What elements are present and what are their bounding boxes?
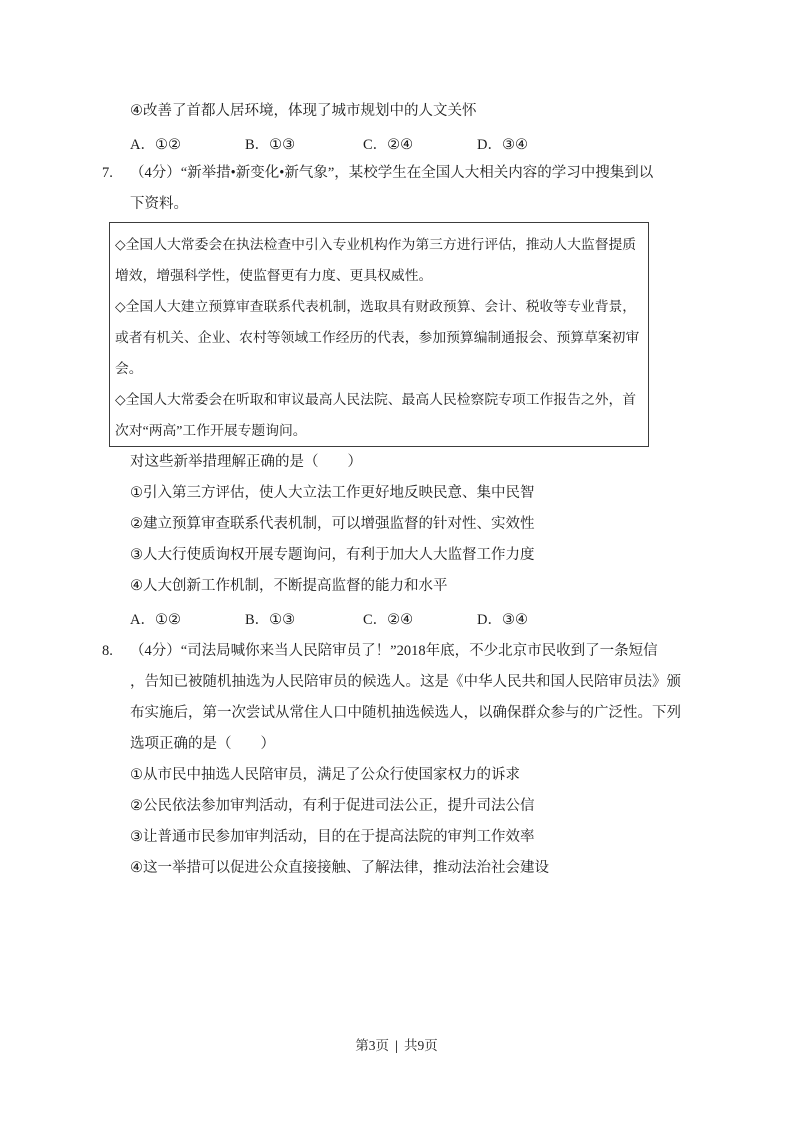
q7-choice-a: A．①② xyxy=(130,612,181,628)
q8-statement-2: ②公民依法参加审判活动，有利于促进司法公正，提升司法公信 xyxy=(130,798,535,814)
q7-statement-2: ②建立预算审查联系代表机制，可以增强监督的针对性、实效性 xyxy=(130,516,535,532)
q6-choice-a: A．①② xyxy=(130,137,181,153)
q8-statement-1: ①从市民中抽选人民陪审员，满足了公众行使国家权力的诉求 xyxy=(130,767,520,783)
q7-choice-b: B．①③ xyxy=(245,612,296,628)
q6-choice-b: B．①③ xyxy=(245,137,296,153)
footer-separator: | xyxy=(395,1038,398,1053)
q7-material-line-5: 会。 xyxy=(115,361,143,376)
q8-stem-line-4: 选项正确的是（ ） xyxy=(130,736,275,752)
q7-number: 7. xyxy=(102,165,113,181)
question-8 xyxy=(102,636,690,884)
q7-material-line-2: 增效，增强科学性，使监督更有力度、更具权威性。 xyxy=(115,268,433,283)
q7-material-line-7: 次对“两高”工作开展专题询问。 xyxy=(115,423,307,438)
footer-total-pages: 共9页 xyxy=(403,1038,438,1053)
q7-choices-row xyxy=(102,605,690,636)
q8-stem-line-1: （4分）“司法局喊你来当人民陪审员了！”2018年底，不少北京市民收到了一条短信 xyxy=(130,643,658,659)
q7-material-line-1: ◇全国人大常委会在执法检查中引入专业机构作为第三方进行评估，推动人大监督提质 xyxy=(115,237,637,252)
q8-stem-line-3: 布实施后，第一次尝试从常住人口中随机抽选候选人，以确保群众参与的广泛性。下列 xyxy=(130,705,681,721)
page-content xyxy=(102,96,690,884)
q7-stem xyxy=(102,158,690,220)
q7-material-line-4: 或者有机关、企业、农村等领域工作经历的代表，参加预算编制通报会、预算草案初审 xyxy=(115,330,640,345)
q7-statement-4: ④人大创新工作机制，不断提高监督的能力和水平 xyxy=(130,578,448,594)
q6-choice-c: C．②④ xyxy=(363,137,414,153)
q7-choice-d: D．③④ xyxy=(477,612,528,628)
q6-choices-row xyxy=(102,130,690,161)
q8-statement-4: ④这一举措可以促进公众直接接触、了解法律，推动法治社会建设 xyxy=(130,860,549,876)
q7-material-line-3: ◇全国人大建立预算审查联系代表机制，选取具有财政预算、会计、税收等专业背景， xyxy=(115,299,637,314)
q7-statement-3: ③人大行使质询权开展专题询问，有利于加大人大监督工作力度 xyxy=(130,547,535,563)
q8-stem xyxy=(102,636,690,760)
q7-stem-line-2: 下资料。 xyxy=(130,196,188,212)
q8-stem-line-2: ，告知已被随机抽选为人民陪审员的候选人。这是《中华人民共和国人民陪审员法》颁 xyxy=(130,674,681,690)
q7-stem-line-1: （4分）“新举措•新变化•新气象”，某校学生在全国人大相关内容的学习中搜集到以 xyxy=(130,165,654,181)
q7-material-line-6: ◇全国人大常委会在听取和审议最高人民法院、最高人民检察院专项工作报告之外，首 xyxy=(115,392,637,407)
q7-statement-1: ①引入第三方评估，使人大立法工作更好地反映民意、集中民智 xyxy=(130,485,535,501)
q6-choice-d: D．③④ xyxy=(477,137,528,153)
q8-statement-3: ③让普通市民参加审判活动，目的在于提高法院的审判工作效率 xyxy=(130,829,535,845)
q6-statement-4: ④改善了首都人居环境，体现了城市规划中的人文关怀 xyxy=(130,103,477,119)
q7-choice-c: C．②④ xyxy=(363,612,414,628)
q7-material-box xyxy=(109,222,649,447)
question-7 xyxy=(102,158,690,636)
q8-number: 8. xyxy=(102,643,113,659)
footer-page-number: 第3页 xyxy=(355,1038,389,1053)
q7-prompt: 对这些新举措理解正确的是（ ） xyxy=(130,454,362,470)
page-footer xyxy=(0,1036,793,1056)
